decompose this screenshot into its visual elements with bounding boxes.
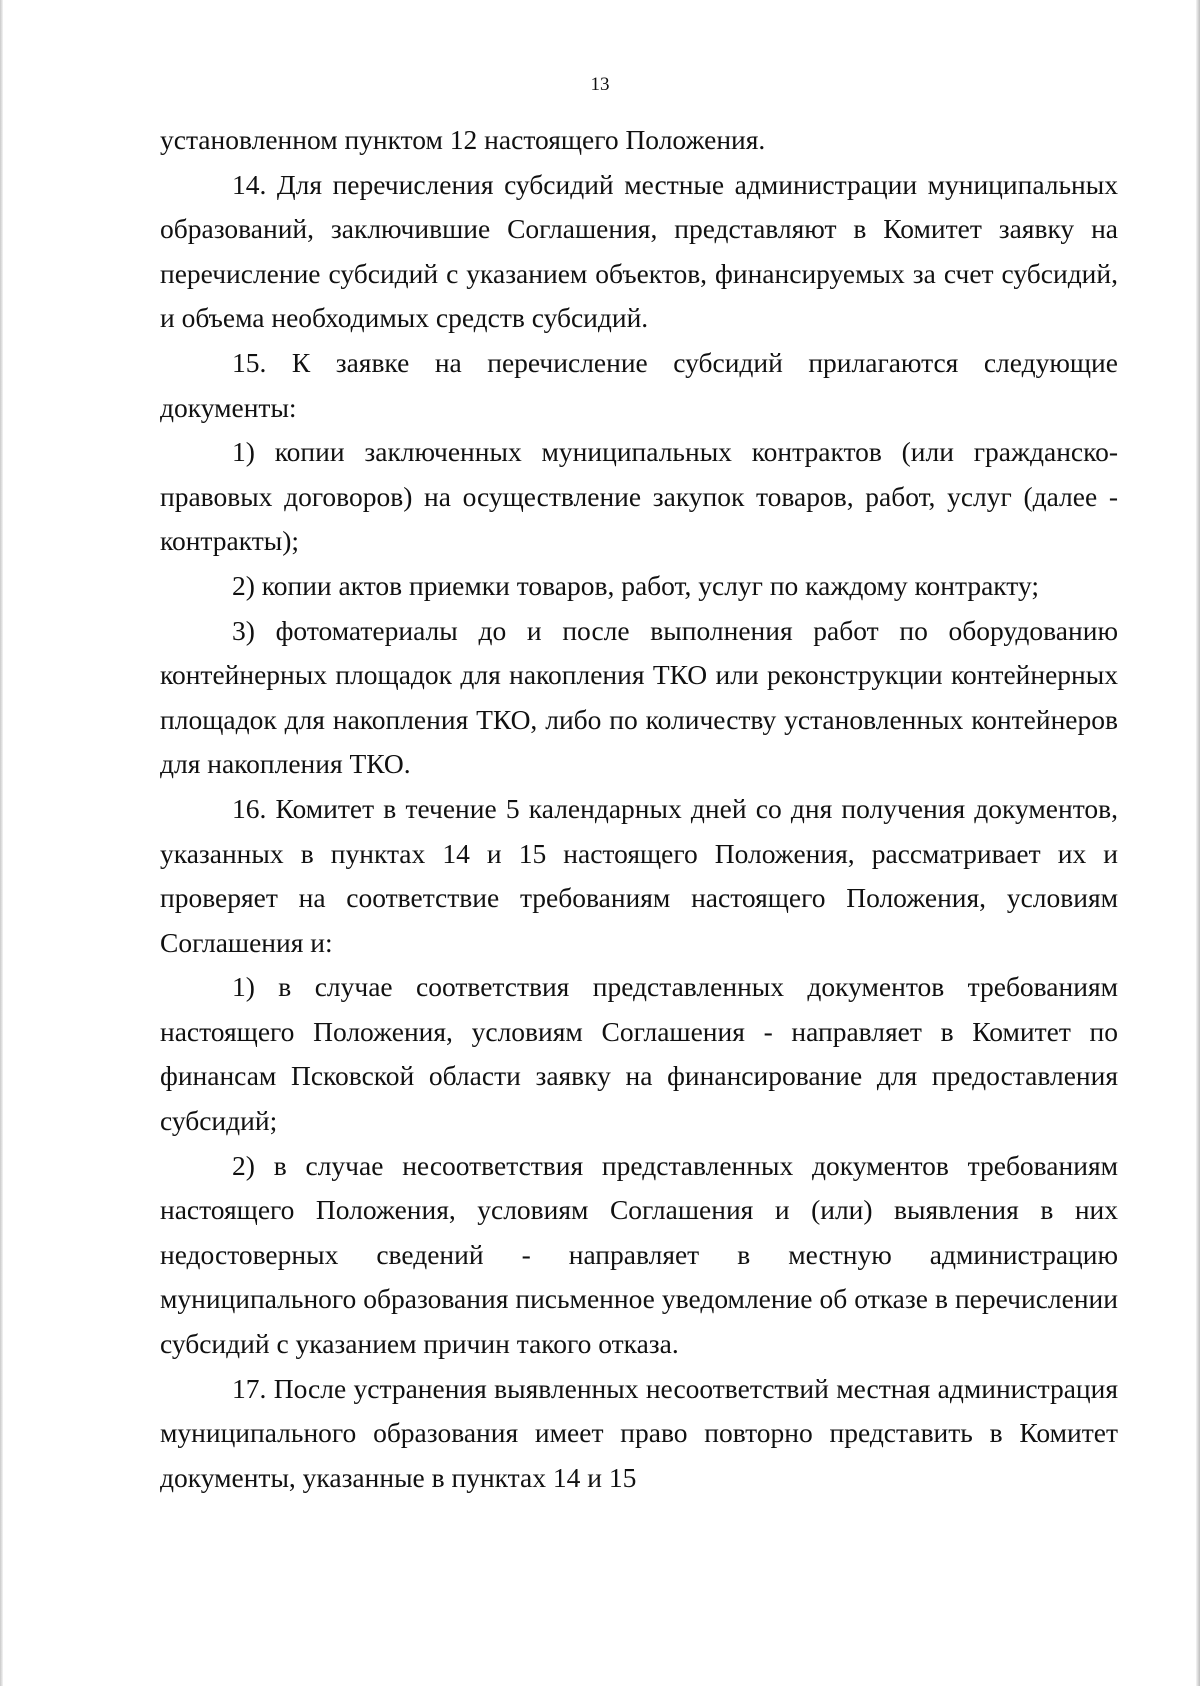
paragraph-16: 16. Комитет в течение 5 календарных дней со дня получения документов, указанных в пунктах 14 и 15 настоящего Положения, рассматривает их и проверяет на соответствие требованиям настоящего Положения, условиям Соглашения и: [160,792,1118,958]
document-body [160,118,1118,1500]
scan-edge-left [0,0,3,1686]
page-number: 13 [590,74,610,95]
paragraph-15-item-2: 2) копии актов приемки товаров, работ, услуг по каждому контракту; [232,569,1039,601]
paragraph-continuation: установленном пунктом 12 настоящего Положения. [160,124,766,155]
scan-edge-right [1196,0,1200,1686]
paragraph-15: 15. К заявке на перечисление субсидий прилагаются следующие документы: [160,346,1118,423]
paragraph-15-item-3: 3) фотоматериалы до и после выполнения работ по оборудованию контейнерных площадок для накопления ТКО или реконструкции контейнерных площадок для накопления ТКО, либо по количеству установленных контейнеров для накопления ТКО. [160,614,1118,780]
paragraph-16-item-2: 2) в случае несоответствия представленных документов требованиям настоящего Положения, условиям Соглашения и (или) выявления в них недостоверных сведений - направляет в местную администрацию муниципального образования письменное уведомление об отказе в перечислении субсидий с указанием причин такого отказа. [160,1149,1118,1360]
paragraph-15-item-1: 1) копии заключенных муниципальных контрактов (или гражданско-правовых договоров) на осуществление закупок товаров, работ, услуг (далее - контракты); [160,436,1118,557]
paragraph-14: 14. Для перечисления субсидий местные администрации муниципальных образований, заключившие Соглашения, представляют в Комитет заявку на перечисление субсидий с указанием объектов, финансируемых за счет субсидий, и объема необходимых средств субсидий. [160,168,1118,334]
paragraph-17: 17. После устранения выявленных несоответствий местная администрация муниципального образования имеет право повторно представить в Комитет документы, указанные в пунктах 14 и 15 [160,1372,1118,1493]
paragraph-16-item-1: 1) в случае соответствия представленных документов требованиям настоящего Положения, условиям Соглашения - направляет в Комитет по финансам Псковской области заявку на финансирование для предоставления субсидий; [160,971,1118,1137]
